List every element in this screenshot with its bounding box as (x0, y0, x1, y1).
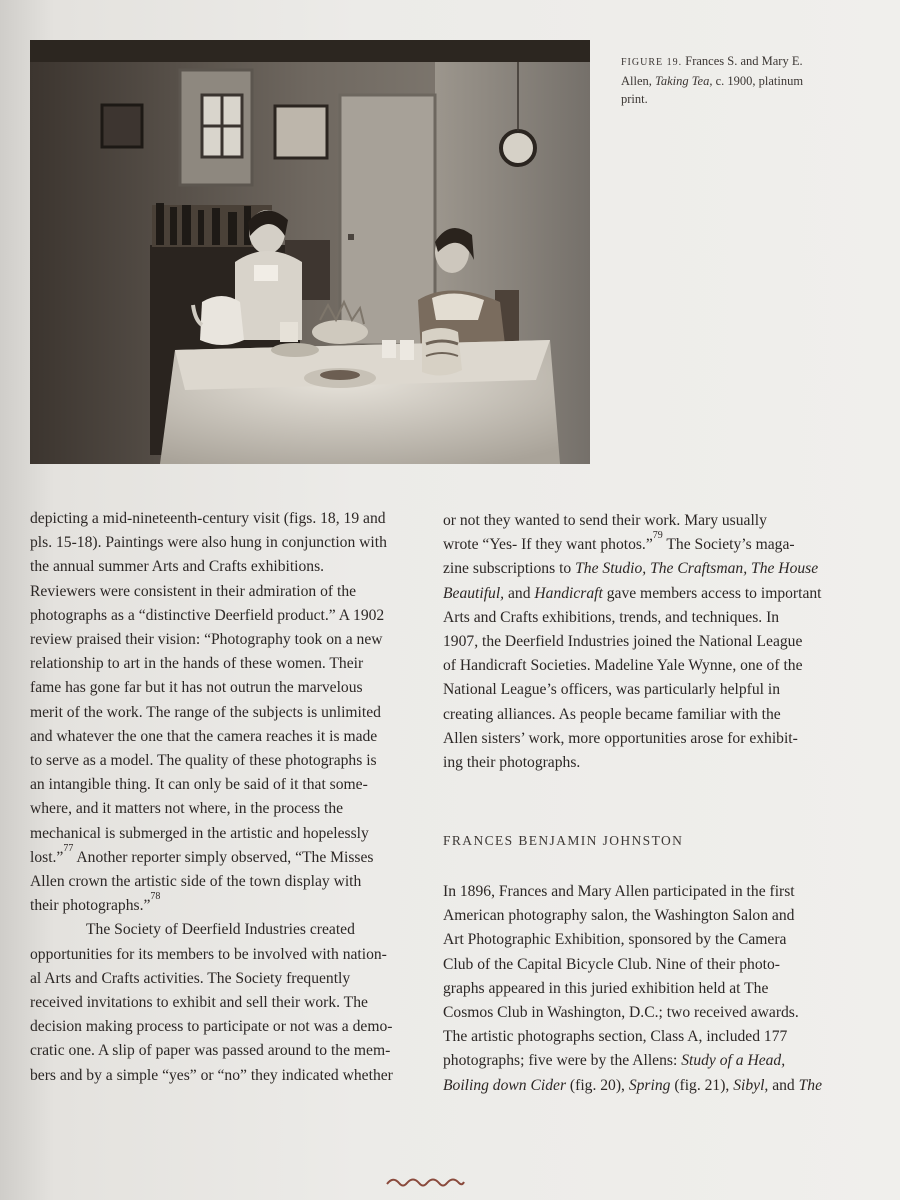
ornamental-flourish-icon (385, 1176, 465, 1190)
body-line: and whatever the one that the camera reaches it is made (30, 727, 378, 745)
body-line: Cosmos Club in Washington, D.C.; two received awards. (443, 1004, 799, 1022)
body-text: photographs; five were by the Allens: (443, 1052, 682, 1070)
section-body (443, 880, 838, 1098)
figure-caption (621, 52, 821, 108)
body-line: photographs as a “distinctive Deerfield product.” A 1902 (30, 606, 385, 624)
body-line: Club of the Capital Bicycle Club. Nine of their photo- (443, 955, 780, 973)
body-line: bers and by a simple “yes” or “no” they indicated whether (30, 1066, 393, 1084)
body-line: opportunities for its members to be involved with nation- (30, 945, 387, 963)
work-title: Sibyl, (733, 1076, 769, 1094)
body-text: wrote “Yes- If they want photos.” (443, 536, 653, 554)
body-line: The Society of Deerfield Industries created (86, 921, 355, 939)
body-line: depicting a mid-nineteenth-century visit (figs. 18, 19 and (30, 510, 386, 527)
body-line: an intangible thing. It can only be said of it that some- (30, 776, 368, 794)
body-text: zine subscriptions to (443, 560, 576, 578)
photo-illustration (30, 40, 590, 464)
left-column (30, 507, 415, 1088)
caption-title: Taking Tea, (655, 74, 713, 88)
body-text: (fig. 21), (670, 1076, 734, 1094)
body-text: lost.” (30, 848, 64, 866)
body-line: mechanical is submerged in the artistic and hopelessly (30, 824, 369, 842)
body-line (443, 1074, 838, 1098)
magazine-title: The Craftsman, (650, 560, 748, 578)
body-line: Art Photographic Exhibition, sponsored by the Camera (443, 931, 787, 949)
body-line: The artistic photographs section, Class A, included 177 (443, 1028, 788, 1046)
footnote-ref-77: 77 (63, 842, 74, 854)
body-line: Allen sisters’ work, more opportunities arose for exhibit- (443, 729, 798, 747)
body-text: Another reporter simply observed, “The Misses (73, 848, 374, 866)
body-line: Allen crown the artistic side of the town display with (30, 873, 362, 891)
body-line: received invitations to exhibit and sell their work. The (30, 994, 368, 1012)
body-text: (fig. 20), (566, 1076, 629, 1094)
body-line (30, 842, 415, 870)
body-line: merit of the work. The range of the subjects is unlimited (30, 703, 381, 721)
right-column (443, 509, 838, 775)
body-line: fame has gone far but it has not outrun the marvelous (30, 679, 363, 697)
body-line: of Handicraft Societies. Madeline Yale Wynne, one of the (443, 657, 803, 675)
body-line: the annual summer Arts and Crafts exhibitions. (30, 558, 325, 576)
body-line: creating alliances. As people became familiar with the (443, 705, 781, 723)
body-line: Arts and Crafts exhibitions, trends, and techniques. In (443, 608, 780, 626)
photograph-taking-tea (30, 40, 590, 464)
caption-details: c. 1900, platinum print. (621, 74, 804, 106)
footnote-ref-78: 78 (150, 891, 161, 903)
body-line: where, and it matters not where, in the process the (30, 800, 344, 818)
magazine-title: Handicraft (534, 584, 603, 602)
body-line (30, 891, 415, 918)
footnote-ref-79: 79 (652, 530, 663, 542)
body-line: review praised their vision: “Photography took on a new (30, 631, 383, 649)
body-line: American photography salon, the Washington Salon and (443, 907, 795, 925)
figure-label: FIGURE 19. (621, 57, 683, 68)
magazine-title: The House (751, 560, 819, 578)
body-line: 1907, the Deerfield Industries joined the National League (443, 633, 803, 651)
work-title: Study of a Head, (681, 1052, 786, 1070)
body-line: graphs appeared in this juried exhibition held at The (443, 979, 769, 997)
body-line (443, 1049, 838, 1073)
section-heading: FRANCES BENJAMIN JOHNSTON (443, 833, 684, 848)
work-title: Boiling down Cider (443, 1076, 567, 1094)
body-text: and (768, 1076, 799, 1094)
body-text: The Society’s maga- (662, 536, 795, 554)
body-line: al Arts and Crafts activities. The Society frequently (30, 969, 351, 987)
work-title: The (798, 1076, 823, 1094)
magazine-title: The Studio, (575, 560, 647, 578)
body-line: decision making process to participate or not was a demo- (30, 1018, 393, 1036)
body-line: pls. 15-18). Paintings were also hung in conjunction with (30, 534, 387, 552)
body-text: gave members access to important (602, 584, 822, 602)
body-line: to serve as a model. The quality of these photographs is (30, 752, 377, 770)
work-title: Spring (628, 1076, 671, 1094)
magazine-title: Beautiful, (443, 584, 505, 602)
body-line: ing their photographs. (443, 754, 581, 772)
body-text: and (504, 584, 535, 602)
caption-authors: Frances S. and Mary E. Allen, (621, 54, 803, 88)
body-line (443, 530, 838, 557)
body-line: In 1896, Frances and Mary Allen participated in the first (443, 883, 795, 900)
body-line (443, 582, 838, 606)
body-text: their photographs.” (30, 897, 151, 915)
body-line: Reviewers were consistent in their admiration of the (30, 582, 357, 600)
body-line: or not they wanted to send their work. Mary usually (443, 512, 767, 529)
body-line (443, 557, 838, 581)
body-line: National League’s officers, was particularly helpful in (443, 681, 781, 699)
body-line: relationship to art in the hands of these women. Their (30, 655, 364, 673)
body-line: cratic one. A slip of paper was passed around to the mem- (30, 1042, 391, 1060)
